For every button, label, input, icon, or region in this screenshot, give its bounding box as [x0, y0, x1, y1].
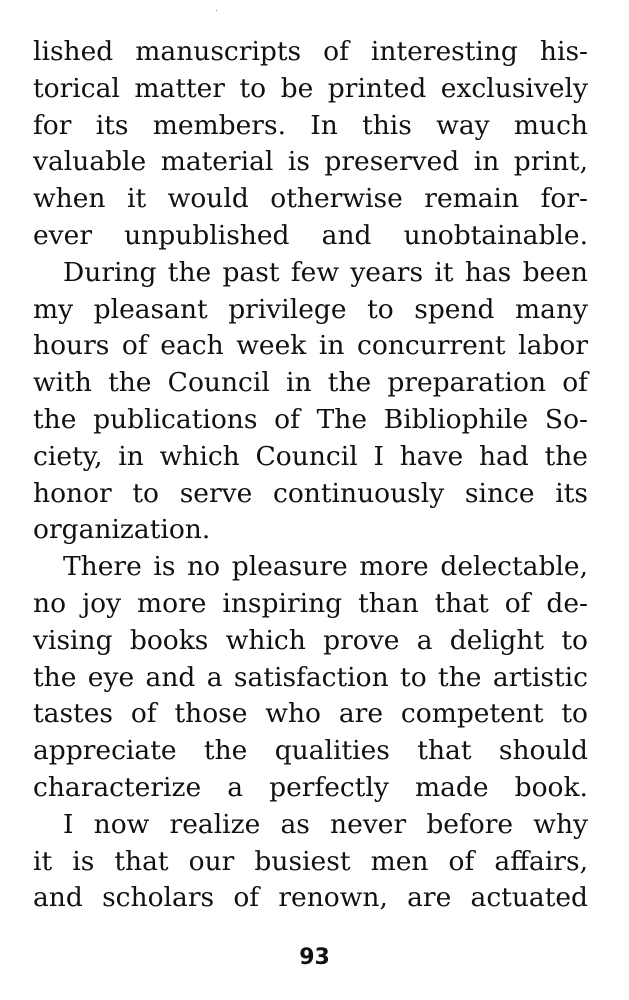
text-line: ciety, in which Council I have had the	[33, 440, 588, 472]
text-line: the eye and a satisfaction to the artistic	[33, 661, 588, 693]
text-line: the publications of The Bibliophile So-	[33, 403, 588, 435]
body-text	[33, 34, 588, 917]
text-line: appreciate the qualities that should	[33, 735, 588, 767]
text-line: lished manuscripts of interesting his-	[33, 36, 588, 67]
text-line: I now realize as never before why	[63, 808, 588, 840]
text-line: valuable material is preserved in print,	[33, 146, 588, 178]
text-line: for its members. In this way much	[33, 109, 588, 141]
text-line: no joy more inspiring than that of de-	[33, 587, 588, 619]
text-line: when it would otherwise remain for-	[33, 183, 588, 215]
paragraph	[33, 255, 588, 549]
paragraph	[33, 549, 588, 807]
text-line: organization.	[33, 514, 211, 546]
text-line: vising books which prove a delight to	[33, 624, 588, 656]
text-line: hours of each week in concurrent labor	[33, 330, 588, 362]
text-line: torical matter to be printed exclusively	[33, 72, 588, 104]
text-line: During the past few years it has been	[63, 256, 588, 288]
text-line: characterize a perfectly made book.	[33, 771, 588, 803]
text-line: There is no pleasure more delectable,	[63, 551, 588, 583]
text-line: and scholars of renown, are actuated	[33, 882, 588, 914]
text-line: my pleasant privilege to spend many	[33, 293, 588, 325]
paragraph	[33, 34, 588, 255]
page-number: 93	[299, 945, 330, 970]
paragraph	[33, 807, 588, 917]
text-line: ever unpublished and unobtainable.	[33, 219, 588, 251]
text-line: honor to serve continuously since its	[33, 477, 588, 509]
text-line: tastes of those who are competent to	[33, 698, 588, 730]
text-line: with the Council in the preparation of	[33, 367, 588, 399]
text-line: it is that our busiest men of affairs,	[33, 845, 588, 877]
scan-speck	[216, 10, 217, 11]
